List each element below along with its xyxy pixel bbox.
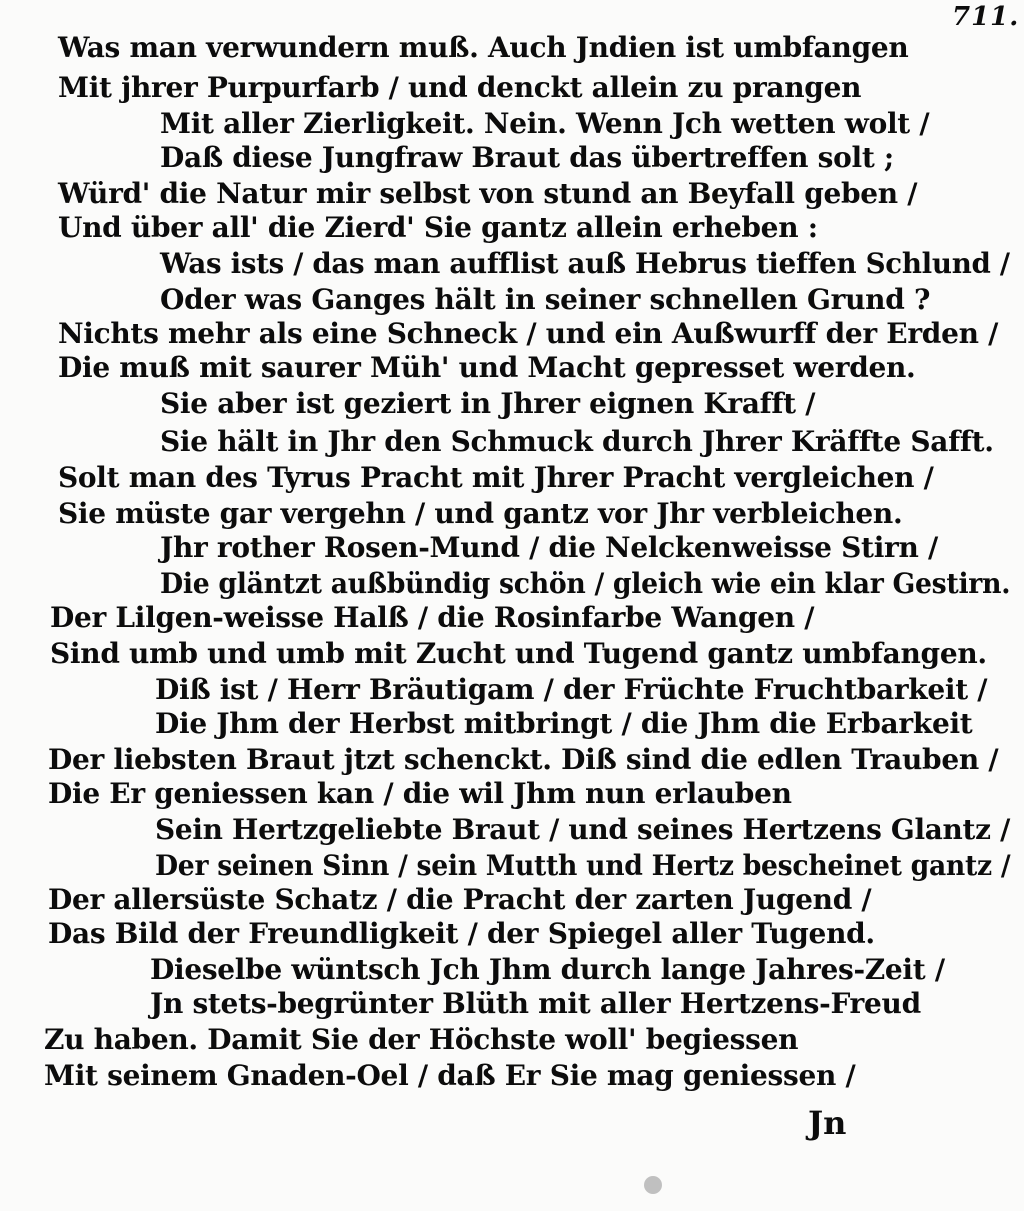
verse-line: Zu haben. Damit Sie der Höchste woll' begiessen: [44, 1023, 799, 1056]
verse-line: Und über all' die Zierd' Sie gantz allein erheben :: [58, 211, 818, 244]
verse-line: Solt man des Tyrus Pracht mit Jhrer Pracht vergleichen /: [58, 461, 934, 494]
verse-line: Was ists / das man aufflist auß Hebrus tieffen Schlund /: [160, 247, 1010, 280]
verse-line: Daß diese Jungfraw Braut das übertreffen solt ;: [160, 141, 894, 174]
verse-line: Sie hält in Jhr den Schmuck durch Jhrer Kräffte Safft.: [160, 425, 994, 458]
verse-line: Der liebsten Braut jtzt schenckt. Diß sind die edlen Trauben /: [48, 743, 999, 776]
verse-line: Sie aber ist geziert in Jhrer eignen Krafft /: [160, 387, 816, 420]
verse-line: Das Bild der Freundligkeit / der Spiegel aller Tugend.: [48, 917, 875, 950]
verse-line: Würd' die Natur mir selbst von stund an Beyfall geben /: [58, 177, 918, 210]
verse-line: Sind umb und umb mit Zucht und Tugend gantz umbfangen.: [50, 637, 987, 670]
verse-line: Sie müste gar vergehn / und gantz vor Jhr verbleichen.: [58, 497, 903, 530]
verse-line: Die muß mit saurer Müh' und Macht gepresset werden.: [58, 351, 916, 384]
verse-line: Jn stets-begrünter Blüth mit aller Hertzens-Freud: [150, 987, 921, 1020]
verse-line: Der allersüste Schatz / die Pracht der zarten Jugend /: [48, 883, 872, 916]
verse-line: Diß ist / Herr Bräutigam / der Früchte Fruchtbarkeit /: [155, 673, 988, 706]
verse-line: Der seinen Sinn / sein Mutth und Hertz bescheinet gantz /: [155, 849, 1011, 882]
verse-line: Was man verwundern muß. Auch Jndien ist umbfangen: [58, 31, 909, 64]
verse-line: Der Lilgen-weisse Halß / die Rosinfarbe Wangen /: [50, 601, 815, 634]
verse-line: Sein Hertzgeliebte Braut / und seines Hertzens Glantz /: [155, 813, 1011, 846]
ink-smudge: [644, 1176, 662, 1194]
verse-line: Dieselbe wüntsch Jch Jhm durch lange Jahres-Zeit /: [150, 953, 945, 986]
verse-line: Mit seinem Gnaden-Oel / daß Er Sie mag geniessen /: [44, 1059, 856, 1092]
catchword: Jn: [808, 1104, 847, 1142]
page-number: 711.: [952, 2, 1020, 32]
verse-line: Nichts mehr als eine Schneck / und ein Außwurff der Erden /: [58, 317, 999, 350]
verse-line: Oder was Ganges hält in seiner schnellen Grund ?: [160, 283, 931, 316]
verse-line: Die Jhm der Herbst mitbringt / die Jhm die Erbarkeit: [155, 707, 973, 740]
verse-line: Die Er geniessen kan / die wil Jhm nun erlauben: [48, 777, 792, 810]
verse-line: Die gläntzt außbündig schön / gleich wie ein klar Gestirn.: [160, 567, 1011, 600]
verse-line: Mit jhrer Purpurfarb / und denckt allein zu prangen: [58, 71, 862, 104]
verse-line: Jhr rother Rosen-Mund / die Nelckenweisse Stirn /: [160, 531, 938, 564]
verse-line: Mit aller Zierligkeit. Nein. Wenn Jch wetten wolt /: [160, 107, 930, 140]
